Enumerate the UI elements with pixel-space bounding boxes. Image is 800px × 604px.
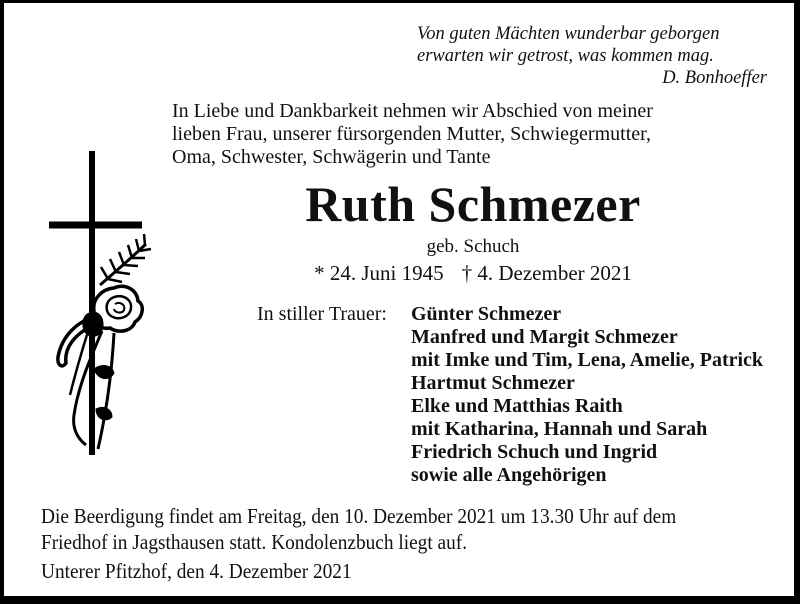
intro-line: lieben Frau, unserer fürsorgenden Mutter, Schwiegermutter, [172, 123, 651, 145]
funeral-line: Friedhof in Jagsthausen statt. Kondolenzbuch liegt auf. [41, 530, 468, 554]
quote-line: erwarten wir getrost, was kommen mag. [417, 46, 714, 66]
mourner-name: sowie alle Angehörigen [411, 464, 607, 486]
funeral-line: Die Beerdigung findet am Freitag, den 10. Dezember 2021 um 13.30 Uhr auf dem [41, 504, 677, 528]
quote-line: Von guten Mächten wunderbar geborgen [417, 24, 720, 44]
mourner-name: Elke und Matthias Raith [411, 395, 623, 417]
place-dateline: Unterer Pfitzhof, den 4. Dezember 2021 [41, 559, 352, 583]
birth-date: * 24. Juni 1945 [314, 261, 444, 285]
life-dates [144, 261, 800, 285]
mourner-name: Günter Schmezer [411, 303, 562, 325]
cross-rose-icon [42, 143, 154, 461]
mourner-name: Hartmut Schmezer [411, 372, 575, 394]
funeral-info [41, 503, 676, 555]
deceased-birth-name: geb. Schuch [426, 236, 520, 257]
mourners-list [411, 303, 763, 487]
mourning-label: In stiller Trauer: [257, 303, 387, 325]
mourner-name: Manfred und Margit Schmezer [411, 326, 678, 348]
quote-block [417, 23, 769, 89]
death-date: † 4. Dezember 2021 [461, 261, 632, 285]
mourning-section [257, 303, 763, 487]
mourner-name: mit Katharina, Hannah und Sarah [411, 418, 708, 440]
intro-paragraph [172, 100, 653, 169]
mourner-name: mit Imke und Tim, Lena, Amelie, Patrick [411, 349, 764, 371]
intro-line: In Liebe und Dankbarkeit nehmen wir Abschied von meiner [172, 100, 653, 122]
deceased-name: Ruth Schmezer [305, 176, 641, 232]
intro-line: Oma, Schwester, Schwägerin und Tante [172, 146, 491, 168]
quote-attribution: D. Bonhoeffer [662, 68, 767, 88]
mourner-name: Friedrich Schuch und Ingrid [411, 441, 658, 463]
